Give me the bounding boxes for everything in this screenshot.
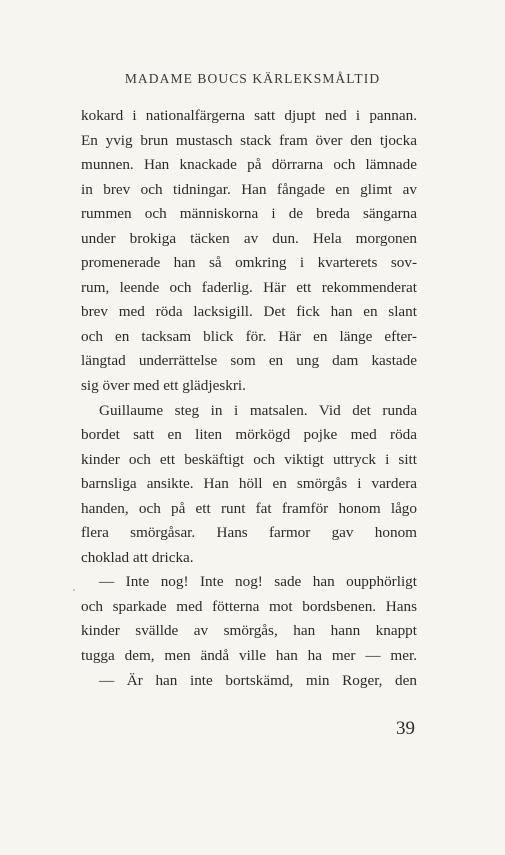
text-line: choklad att dricka. [81, 548, 194, 566]
text-line: brev med röda lacksigill. Det fick han en slant [81, 303, 417, 321]
running-head: MADAME BOUCS KÄRLEKSMÅLTID [124, 71, 381, 86]
text-line: in brev och tidningar. Han fångade en glimt av [81, 180, 417, 198]
text-line: tugga dem, men ändå ville han ha mer — mer. [81, 647, 417, 665]
text-line: och en tacksam blick för. Här en länge efter- [81, 327, 417, 345]
text-line: — Är han inte bortskämd, min Roger, den [99, 671, 417, 689]
text-line: längtad underrättelse som en ung dam kastade [81, 352, 417, 370]
text-line: — Inte nog! Inte nog! sade han oupphörligt [99, 573, 417, 591]
text-line: munnen. Han knackade på dörrarna och lämnade [81, 156, 417, 174]
text-line: rum, leende och faderlig. Här ett rekommenderat [81, 278, 417, 296]
text-line: flera smörgåsar. Hans farmor gav honom [81, 524, 417, 542]
text-line: sig över med ett glädjeskri. [81, 377, 246, 395]
text-line: En yvig brun mustasch stack fram över den tjocka [81, 131, 417, 149]
text-line: barnsliga ansikte. Han höll en smörgås i vardera [81, 475, 417, 493]
text-line: kokard i nationalfärgerna satt djupt ned i pannan. [81, 107, 417, 124]
text-line: kinder svällde av smörgås, han hann knappt [81, 622, 417, 640]
body-text [81, 104, 417, 693]
text-line: bordet satt en liten mörkögd pojke med röda [81, 426, 417, 444]
text-line: Guillaume steg in i matsalen. Vid det runda [99, 401, 417, 419]
text-line: under brokiga täcken av dun. Hela morgonen [81, 229, 417, 247]
text-line: rummen och människorna i de breda sängarna [81, 205, 417, 223]
text-line: kinder och ett beskäftigt och viktigt uttryck i sitt [81, 450, 417, 468]
text-line: och sparkade med fötterna mot bordsbenen. Hans [81, 597, 417, 615]
text-line: promenerade han så omkring i kvarterets sov- [81, 254, 417, 272]
margin-speck [73, 589, 75, 591]
page-number: 39 [396, 718, 415, 739]
text-line: handen, och på ett runt fat framför honom lågo [81, 499, 417, 517]
